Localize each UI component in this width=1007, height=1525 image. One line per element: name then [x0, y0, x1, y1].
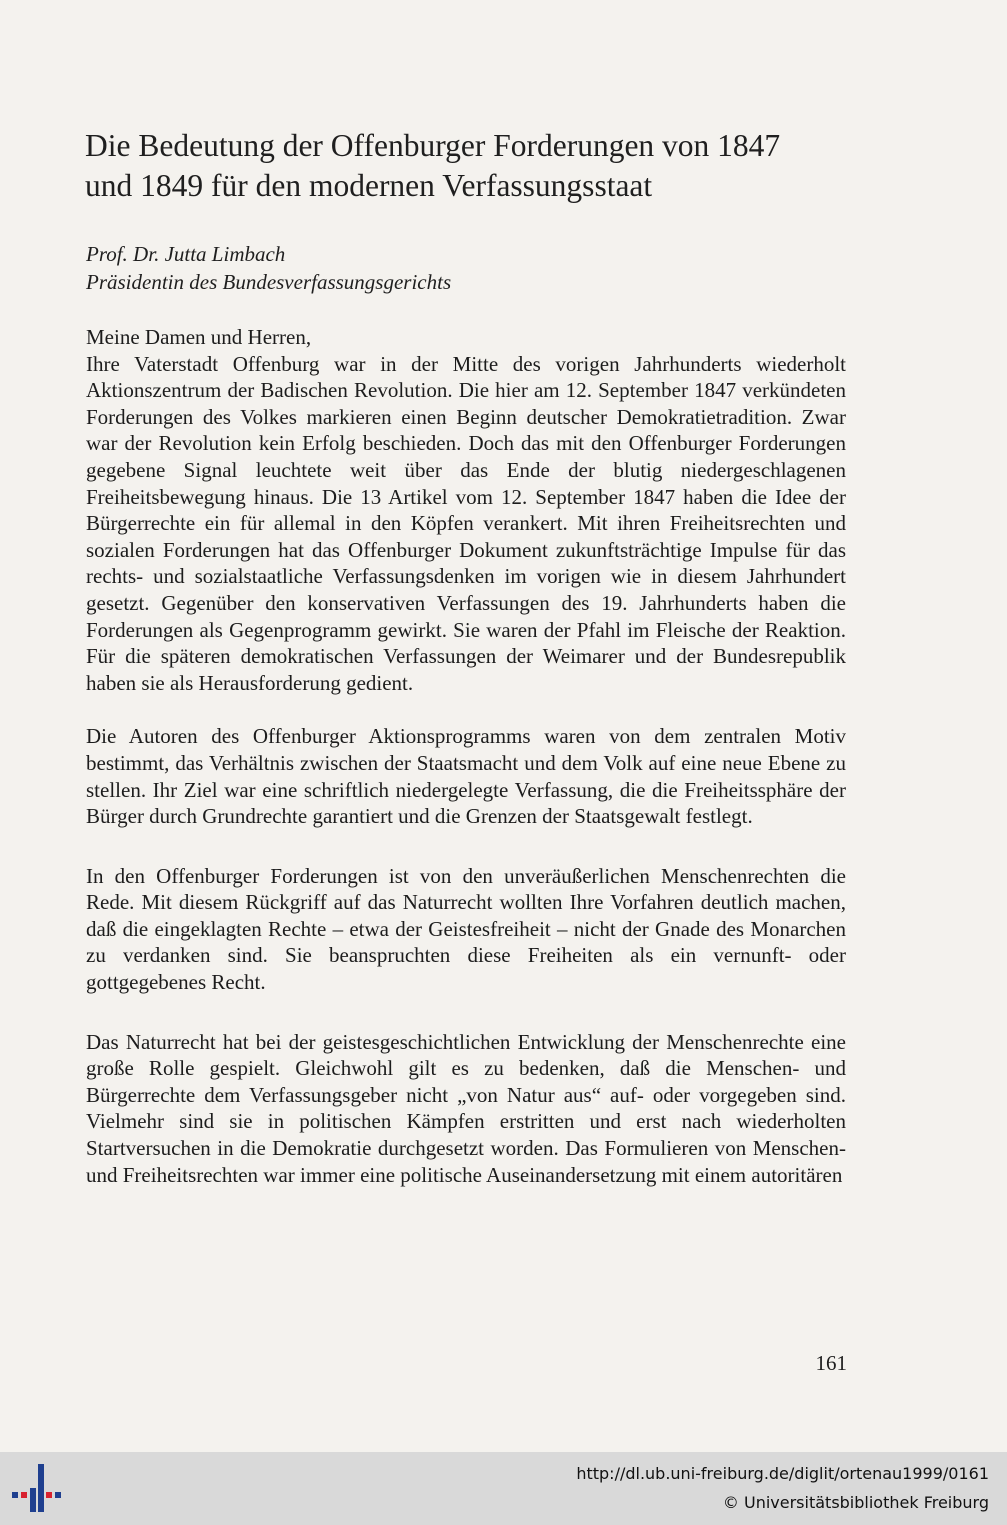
- greeting: Meine Damen und Herren,: [86, 325, 312, 349]
- article-title: [85, 126, 905, 206]
- paragraph-1: Ihre Vaterstadt Offenburg war in der Mitte des vorigen Jahrhunderts wiederholt Aktionszentrum der Badischen Revolution. Die hier am 12. September 1847 verkündeten Forderungen des Volkes markieren einen Beginn deutscher Demokratietradition. Zwar war der Revolution kein Erfolg beschieden. Doch das mit den Offenburger Forderungen gegebene Signal leuchtete weit über das Ende der blutig niedergeschlagenen Freiheitsbewegung hinaus. Die 13 Artikel vom 12. September 1847 haben die Idee der Bürgerrechte ein für allemal in den Köpfen verankert. Mit ihren Freiheitsrechten und sozialen Forderungen hat das Offenburger Dokument zukunftsträchtige Impulse für das rechts- und sozialstaatliche Verfassungsdenken im vorigen wie in diesem Jahrhundert gesetzt. Gegenüber den konservativen Verfassungen des 19. Jahrhunderts haben die Forderungen als Gegenprogramm gewirkt. Sie waren der Pfahl im Fleische der Reaktion. Für die späteren demokratischen Verfassungen der Weimarer und der Bundesrepublik haben sie als Herausforderung gedient.: [86, 351, 846, 695]
- copyright-notice: © Universitätsbibliothek Freiburg: [722, 1493, 989, 1512]
- ub-freiburg-logo-icon[interactable]: [12, 1462, 64, 1514]
- document-url-link[interactable]: http://dl.ub.uni-freiburg.de/diglit/ortenau1999/0161: [576, 1464, 989, 1483]
- author-position: Präsidentin des Bundesverfassungsgerichts: [86, 270, 452, 294]
- paragraph-2: Die Autoren des Offenburger Aktionsprogramms waren von dem zentralen Motiv bestimmt, das Verhältnis zwischen der Staatsmacht und dem Volk auf eine neue Ebene zu stellen. Ihr Ziel war eine schriftlich niedergelegte Verfassung, die die Freiheitssphäre der Bürger durch Grundrechte garantiert und die Grenzen der Staatsgewalt festlegt.: [86, 724, 846, 829]
- article-title-line-2: und 1849 für den modernen Verfassungsstaat: [85, 168, 653, 203]
- author-block: [86, 240, 451, 296]
- author-name: Prof. Dr. Jutta Limbach: [86, 242, 286, 266]
- paragraph-3: In den Offenburger Forderungen ist von den unveräußerlichen Menschenrechten die Rede. Mit diesem Rückgriff auf das Naturrecht wollten Ihre Vorfahren deutlich machen, daß die eingeklagten Rechte – etwa der Geistesfreiheit – nicht der Gnade des Monarchen zu verdanken sind. Sie beanspruchten diese Freiheiten als ein vernunft- oder gottgegebenes Recht.: [86, 863, 846, 995]
- article-body: [86, 324, 846, 1188]
- paragraph-4: Das Naturrecht hat bei der geistesgeschichtlichen Entwicklung der Menschenrechte eine große Rolle gespielt. Gleichwohl gilt es zu bedenken, daß die Menschen- und Bürgerrechte dem Verfassungsgeber nicht „von Natur aus“ auf- oder vorgegeben sind. Vielmehr sind sie in politischen Kämpfen erstritten und erst nach wiederholten Startversuchen in die Demokratie durchgesetzt worden. Das Formulieren von Menschen- und Freiheitsrechten war immer eine politische Auseinandersetzung mit einem autoritären: [86, 1029, 846, 1187]
- article-title-line-1: Die Bedeutung der Offenburger Forderungen von 1847: [85, 128, 781, 163]
- page-number: 161: [815, 1351, 847, 1375]
- footer-bar: [0, 1452, 1007, 1525]
